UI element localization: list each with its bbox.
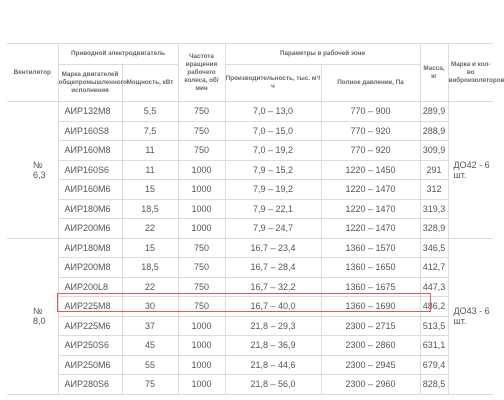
pressure-cell: 2300 – 2860 xyxy=(321,336,420,356)
pressure-cell: 1360 – 1690 xyxy=(321,297,420,317)
speed-cell: 1000 xyxy=(178,375,225,395)
silencer-cell: ДО42 - 6 шт. xyxy=(448,102,493,239)
speed-cell: 1000 xyxy=(178,219,225,239)
motor-model-header: Марка двигателей общепромышленного исполнения xyxy=(58,65,122,102)
table-row xyxy=(7,316,493,336)
pressure-cell: 1360 – 1570 xyxy=(321,238,420,258)
mass-cell: 631,1 xyxy=(420,336,448,356)
motor-model-cell: АИР250S6 xyxy=(58,336,122,356)
power-cell: 37 xyxy=(122,316,178,336)
pressure-cell: 1360 – 1675 xyxy=(321,277,420,297)
mass-cell: 447,3 xyxy=(420,277,448,297)
motor-model-cell: АИР160М6 xyxy=(58,180,122,200)
table-row xyxy=(7,375,493,395)
motor-model-cell: АИР200М6 xyxy=(58,219,122,239)
fan-number-cell: № 8,0 xyxy=(7,238,58,394)
pressure-cell: 770 – 920 xyxy=(321,141,420,161)
motor-model-cell: АИР225М8 xyxy=(58,297,122,317)
table-row xyxy=(7,277,493,297)
fan-number-cell: № 6,3 xyxy=(7,102,58,239)
mass-cell: 412,7 xyxy=(420,258,448,278)
power-cell: 5,5 xyxy=(122,102,178,122)
table-row xyxy=(7,180,493,200)
table-body xyxy=(7,102,493,395)
table-row xyxy=(7,258,493,278)
capacity-cell: 7,9 – 24,7 xyxy=(225,219,321,239)
mass-cell: 828,5 xyxy=(420,375,448,395)
pressure-header: Полное давление, Па xyxy=(321,65,420,102)
mass-cell: 312 xyxy=(420,180,448,200)
table-row xyxy=(7,336,493,356)
pressure-cell: 1220 – 1470 xyxy=(321,180,420,200)
speed-cell: 750 xyxy=(178,258,225,278)
table-row xyxy=(7,121,493,141)
mass-cell: 346,5 xyxy=(420,238,448,258)
capacity-cell: 16,7 – 40,0 xyxy=(225,297,321,317)
capacity-cell: 21,8 – 36,9 xyxy=(225,336,321,356)
speed-cell: 1000 xyxy=(178,180,225,200)
pressure-cell: 2300 – 2715 xyxy=(321,316,420,336)
pressure-cell: 1220 – 1470 xyxy=(321,219,420,239)
table-row xyxy=(7,102,493,122)
capacity-cell: 7,9 – 22,1 xyxy=(225,199,321,219)
power-cell: 7,5 xyxy=(122,121,178,141)
capacity-cell: 16,7 – 23,4 xyxy=(225,238,321,258)
mass-cell: 328,9 xyxy=(420,219,448,239)
mass-cell: 291 xyxy=(420,160,448,180)
speed-cell: 750 xyxy=(178,238,225,258)
pressure-cell: 1220 – 1450 xyxy=(321,160,420,180)
capacity-cell: 7,9 – 19,2 xyxy=(225,180,321,200)
mass-cell: 309,9 xyxy=(420,141,448,161)
capacity-cell: 7,0 – 19,2 xyxy=(225,141,321,161)
capacity-header: Производительность, тыс. м³/ч xyxy=(225,65,321,102)
pressure-cell: 1220 – 1470 xyxy=(321,199,420,219)
motor-model-cell: АИР180М6 xyxy=(58,199,122,219)
motor-model-cell: АИР225М6 xyxy=(58,316,122,336)
capacity-cell: 7,0 – 13,0 xyxy=(225,102,321,122)
specification-table xyxy=(7,43,504,395)
motor-model-cell: АИР280S6 xyxy=(58,375,122,395)
power-cell: 45 xyxy=(122,336,178,356)
params-group-header: Параметры в рабочей зоне xyxy=(225,44,420,65)
pressure-cell: 2300 – 2945 xyxy=(321,355,420,375)
capacity-cell: 7,9 – 15,2 xyxy=(225,160,321,180)
capacity-cell: 16,7 – 32,2 xyxy=(225,277,321,297)
power-cell: 22 xyxy=(122,219,178,239)
speed-cell: 1000 xyxy=(178,199,225,219)
mass-header: Масса, кг xyxy=(420,44,448,102)
power-cell: 15 xyxy=(122,180,178,200)
motor-model-cell: АИР132М8 xyxy=(58,102,122,122)
power-header: Мощность, кВт xyxy=(122,65,178,102)
motor-model-cell: АИР180М8 xyxy=(58,238,122,258)
power-cell: 11 xyxy=(122,160,178,180)
speed-cell: 750 xyxy=(178,121,225,141)
motor-model-cell: АИР200М8 xyxy=(58,258,122,278)
motor-model-cell: АИР200L8 xyxy=(58,277,122,297)
power-cell: 18,5 xyxy=(122,199,178,219)
motor-model-cell: АИР160М8 xyxy=(58,141,122,161)
capacity-cell: 7,0 – 15,0 xyxy=(225,121,321,141)
table-row xyxy=(7,141,493,161)
pressure-cell: 1360 – 1650 xyxy=(321,258,420,278)
speed-cell: 1000 xyxy=(178,355,225,375)
speed-cell: 1000 xyxy=(178,160,225,180)
motor-model-cell: АИР250М6 xyxy=(58,355,122,375)
table-row xyxy=(7,238,493,258)
mass-cell: 319,3 xyxy=(420,199,448,219)
motor-model-cell: АИР160S8 xyxy=(58,121,122,141)
power-cell: 18,5 xyxy=(122,258,178,278)
table-row xyxy=(7,160,493,180)
table-row xyxy=(7,297,493,317)
speed-cell: 1000 xyxy=(178,316,225,336)
power-cell: 22 xyxy=(122,277,178,297)
speed-header: Частота вращения рабочего колеса, об/мин xyxy=(178,44,225,102)
capacity-cell: 21,8 – 44,6 xyxy=(225,355,321,375)
speed-cell: 750 xyxy=(178,102,225,122)
speed-cell: 750 xyxy=(178,141,225,161)
table-row xyxy=(7,355,493,375)
power-cell: 55 xyxy=(122,355,178,375)
table-row xyxy=(7,199,493,219)
capacity-cell: 21,8 – 29,3 xyxy=(225,316,321,336)
pressure-cell: 770 – 920 xyxy=(321,121,420,141)
power-cell: 30 xyxy=(122,297,178,317)
silencer-header: Марка и кол-во виброизоляторов xyxy=(448,44,493,102)
pressure-cell: 770 – 900 xyxy=(321,102,420,122)
mass-cell: 679,4 xyxy=(420,355,448,375)
capacity-cell: 21,8 – 56,0 xyxy=(225,375,321,395)
table-row xyxy=(7,219,493,239)
mass-cell: 289,9 xyxy=(420,102,448,122)
speed-cell: 750 xyxy=(178,297,225,317)
speed-cell: 1000 xyxy=(178,336,225,356)
fan-header: Вентилятор xyxy=(7,44,58,102)
motor-model-cell: АИР160S6 xyxy=(58,160,122,180)
mass-cell: 288,9 xyxy=(420,121,448,141)
speed-cell: 750 xyxy=(178,277,225,297)
power-cell: 15 xyxy=(122,238,178,258)
silencer-cell: ДО43 - 6 шт. xyxy=(448,238,493,394)
mass-cell: 486,2 xyxy=(420,297,448,317)
motor-group-header: Приводной электродвигатель xyxy=(58,44,178,65)
power-cell: 75 xyxy=(122,375,178,395)
mass-cell: 513,5 xyxy=(420,316,448,336)
power-cell: 11 xyxy=(122,141,178,161)
capacity-cell: 16,7 – 28,4 xyxy=(225,258,321,278)
pressure-cell: 2300 – 2960 xyxy=(321,375,420,395)
